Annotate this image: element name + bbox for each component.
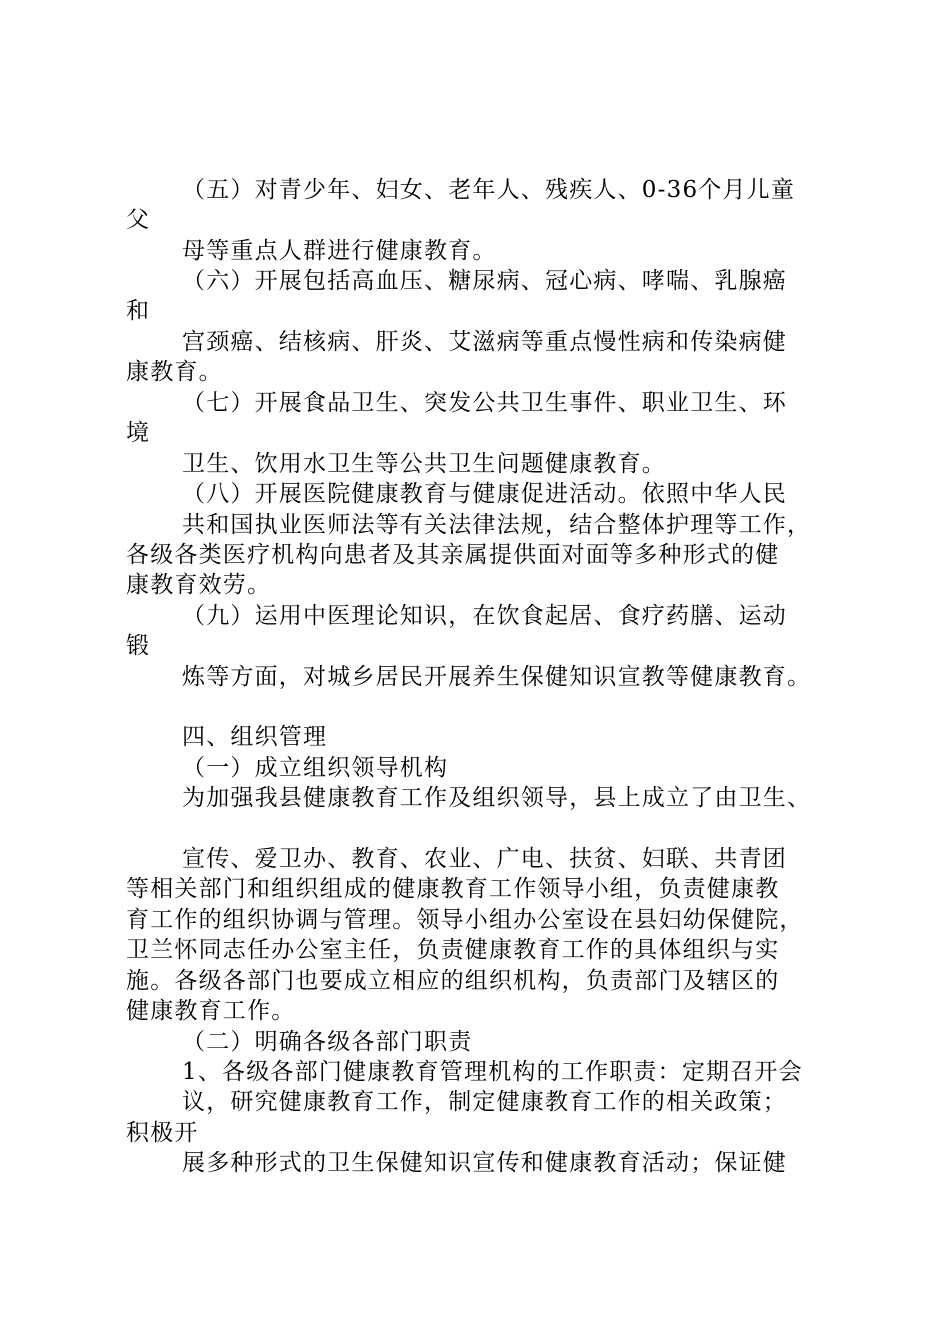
text-line: （五）对青少年、妇女、老年人、残疾人、0-36个月儿童 <box>182 177 796 203</box>
text-line: （七）开展食品卫生、突发公共卫生事件、职业卫生、环 <box>182 390 787 416</box>
text-line: 议，研究健康教育工作，制定健康教育工作的相关政策； <box>182 1089 787 1115</box>
text-line: 卫生、饮用水卫生等公共卫生问题健康教育。 <box>182 451 666 477</box>
text-line: 等相关部门和组织组成的健康教育工作领导小组，负责健康教 <box>126 876 780 902</box>
text-line: 共和国执业医师法等有关法律法规，结合整体护理等工作， <box>182 512 812 538</box>
text-line: 境 <box>126 420 151 446</box>
text-line: （八）开展医院健康教育与健康促进活动。依照中华人民 <box>182 481 787 507</box>
text-line: 康教育效劳。 <box>126 572 272 598</box>
text-line: 锻 <box>126 633 151 659</box>
subsection-heading: （一）成立组织领导机构 <box>182 755 449 781</box>
section-heading: 四、组织管理 <box>182 724 328 750</box>
text-line: 育工作的组织协调与管理。领导小组办公室设在县妇幼保健院， <box>126 907 804 933</box>
text-line: 各级各类医疗机构向患者及其亲属提供面对面等多种形式的健 <box>126 542 780 568</box>
text-line: 积极开 <box>126 1120 199 1146</box>
text-line: 1、各级各部门健康教育管理机构的工作职责：定期召开会 <box>182 1059 803 1085</box>
text-line: （六）开展包括高血压、糖尿病、冠心病、哮喘、乳腺癌 <box>182 268 787 294</box>
text-line: 炼等方面，对城乡居民开展养生保健知识宣教等健康教育。 <box>182 664 812 690</box>
text-line: 宫颈癌、结核病、肝炎、艾滋病等重点慢性病和传染病健 <box>182 329 787 355</box>
text-line: 健康教育工作。 <box>126 998 296 1024</box>
text-line: 康教育。 <box>126 359 223 385</box>
text-line: 展多种形式的卫生保健知识宣传和健康教育活动；保证健 <box>182 1150 787 1176</box>
text-line: 宣传、爱卫办、教育、农业、广电、扶贫、妇联、共青团 <box>182 846 787 872</box>
text-line: 为加强我县健康教育工作及组织领导，县上成立了由卫生、 <box>182 785 812 811</box>
text-line: 卫兰怀同志任办公室主任，负责健康教育工作的具体组织与实 <box>126 937 780 963</box>
text-line: 母等重点人群进行健康教育。 <box>182 238 497 264</box>
text-line: （九）运用中医理论知识，在饮食起居、食疗药膳、运动 <box>182 603 787 629</box>
text-line: 施。各级各部门也要成立相应的组织机构，负责部门及辖区的 <box>126 968 780 994</box>
text-line: 和 <box>126 298 151 324</box>
text-line: 父 <box>126 207 151 233</box>
subsection-heading: （二）明确各级各部门职责 <box>182 1029 473 1055</box>
